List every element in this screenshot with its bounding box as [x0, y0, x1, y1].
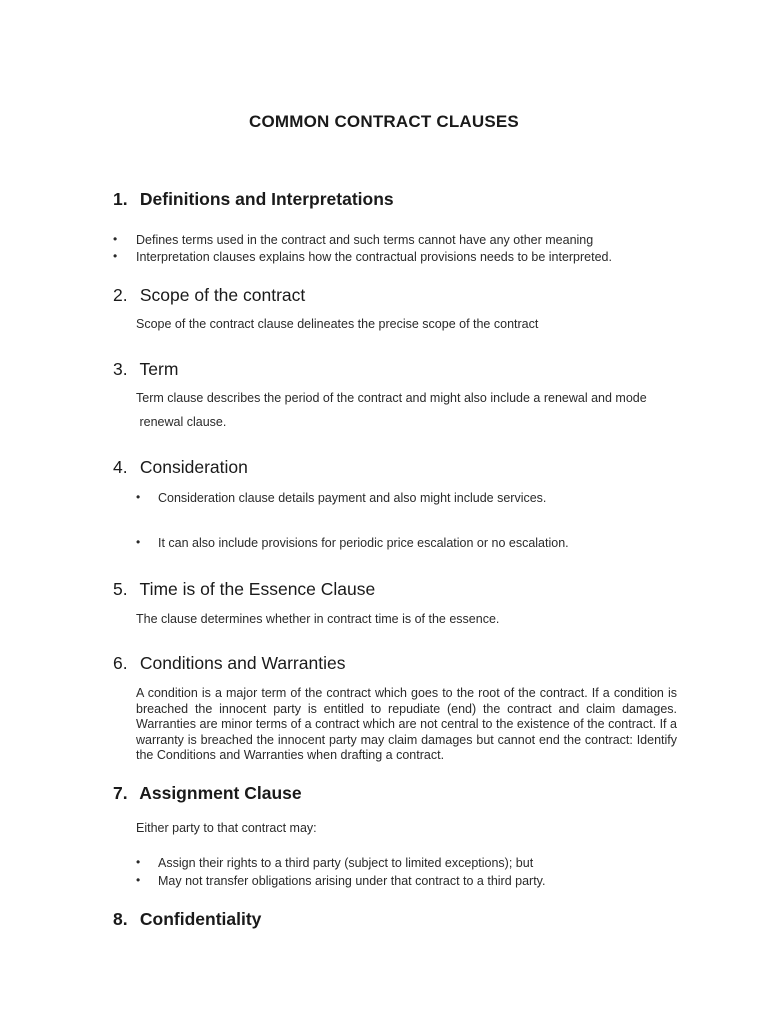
- section-number: 2.: [113, 285, 128, 305]
- section-number: 8.: [113, 909, 128, 929]
- bullet-icon: •: [136, 873, 141, 887]
- section-paragraph: The clause determines whether in contract time is of the essence.: [136, 612, 500, 626]
- section-paragraph-line: renewal clause.: [136, 415, 227, 429]
- section-heading-term: [113, 359, 178, 380]
- section-title: Scope of the contract: [139, 285, 306, 305]
- section-title: Definitions and Interpretations: [139, 189, 394, 209]
- section-number: 5.: [113, 579, 128, 599]
- section-title: Assignment Clause: [139, 783, 302, 803]
- document-page: COMMON CONTRACT CLAUSES 1. Definitions and Interpretations • Defines terms used in the contract and such terms cannot have any other meaning • Interpretation clauses explains how the contractual provisions needs to be interpreted. 2. Scope of the contract Scope of the contract clause delineates the precise scope of the contract 3. Term Term clause describes the period of the contract and might also include a renewal and mode renewal clause. 4. Consideration • Consideration clause details payment and also might include services. • It can also include provisions for periodic price escalation or no escalation. 5. Time is of the Essence Clause The clause determines whether in contract time is of the essence. 6. Conditions and Warranties A condition is a major term of the contract which goes to the root of the contract. If a condition is breached the innocent party is entitled to repudiate (end) the contract and claim damages. Warranties are minor terms of a contract which are not central to the existence of the contract. If a warranty is breached the innocent party may claim damages but cannot end the contract: Identify the Conditions and Warranties when drafting a contract. 7. Assignment Clause Either party to that contract may: • Assign their rights to a third party (subject to limited exceptions); but • May not transfer obligations arising under that contract to a third party. 8. Confidentiality: [0, 0, 768, 1024]
- document-title: COMMON CONTRACT CLAUSES: [249, 112, 519, 131]
- bullet-icon: •: [113, 232, 118, 246]
- bullet-icon: •: [136, 490, 141, 504]
- section-heading-assignment: [113, 783, 302, 804]
- section-heading-scope: [113, 285, 305, 306]
- section-title: Time is of the Essence Clause: [139, 579, 376, 599]
- section-title: Conditions and Warranties: [139, 653, 346, 673]
- section-heading-definitions: [113, 189, 394, 210]
- section-title: Consideration: [139, 457, 248, 477]
- section-heading-confidentiality: [113, 909, 261, 930]
- section-heading-time-essence: [113, 579, 375, 600]
- section-number: 1.: [113, 189, 128, 209]
- section-title: Confidentiality: [139, 909, 262, 929]
- section-paragraph: A condition is a major term of the contract which goes to the root of the contract. If a condition is breached the innocent party is entitled to repudiate (end) the contract and claim damages. Warranties are minor terms of a contract which are not central to the existence of the contract. If a warranty is breached the innocent party may claim damages but cannot end the contract: Identify the Conditions and Warranties when drafting a contract.: [136, 686, 677, 762]
- bullet-icon: •: [136, 855, 141, 869]
- section-title: Term: [139, 359, 179, 379]
- bullet-icon: •: [113, 249, 118, 263]
- section-number: 7.: [113, 783, 128, 803]
- section-paragraph-line: Term clause describes the period of the contract and might also include a renewal and mode: [136, 391, 647, 405]
- section-heading-consideration: [113, 457, 248, 478]
- section-paragraph: Either party to that contract may:: [136, 821, 317, 835]
- section-number: 3.: [113, 359, 128, 379]
- bullet-icon: •: [136, 535, 141, 549]
- section-paragraph: Scope of the contract clause delineates the precise scope of the contract: [136, 317, 539, 331]
- section-heading-conditions: [113, 653, 345, 674]
- section-number: 6.: [113, 653, 128, 673]
- section-number: 4.: [113, 457, 128, 477]
